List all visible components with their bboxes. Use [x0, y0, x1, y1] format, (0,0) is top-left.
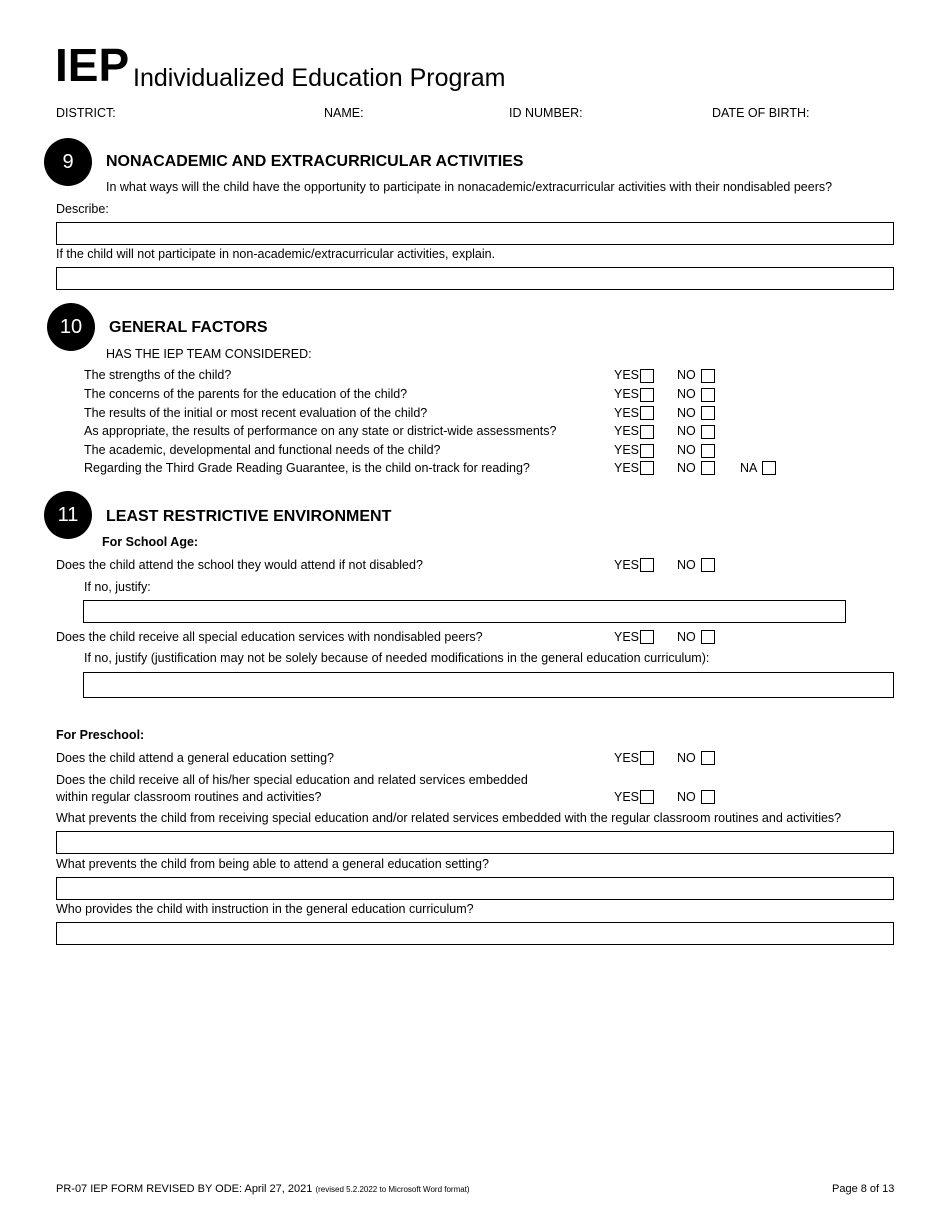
needs-yes-checkbox[interactable] [640, 444, 654, 458]
no-label: NO [677, 424, 696, 438]
yes-label: YES [614, 558, 640, 572]
general-setting-no-checkbox[interactable] [701, 751, 715, 765]
factor-parent-concerns: The concerns of the parents for the education of the child? [84, 387, 408, 401]
p3-input[interactable] [56, 831, 894, 854]
preschool-p5: Who provides the child with instruction in the general education curriculum? [56, 902, 474, 916]
evaluation-no-checkbox[interactable] [701, 406, 715, 420]
p5-input[interactable] [56, 922, 894, 945]
yes-label: YES [614, 406, 640, 420]
strengths-yes-checkbox[interactable] [640, 369, 654, 383]
parent-concerns-no-checkbox[interactable] [701, 388, 715, 402]
yes-label: YES [614, 461, 640, 475]
no-label: NO [677, 790, 696, 804]
factor-evaluation: The results of the initial or most recent evaluation of the child? [84, 406, 428, 420]
yes-label: YES [614, 424, 640, 438]
id-number-label: ID NUMBER: [509, 106, 583, 120]
yes-label: YES [614, 368, 640, 382]
no-label: NO [677, 406, 696, 420]
page-number: Page 8 of 13 [832, 1183, 895, 1195]
reading-no-checkbox[interactable] [701, 461, 715, 475]
nondisabled-peers-no-checkbox[interactable] [701, 630, 715, 644]
needs-no-checkbox[interactable] [701, 444, 715, 458]
na-label: NA [740, 461, 758, 475]
q2-justify-input[interactable] [83, 672, 894, 698]
section-10-badge: 10 [47, 303, 95, 351]
section-9-badge: 9 [44, 138, 92, 186]
no-label: NO [677, 443, 696, 457]
q1-justify-label: If no, justify: [84, 580, 151, 594]
describe-label: Describe: [56, 202, 109, 216]
reading-yes-checkbox[interactable] [640, 461, 654, 475]
strengths-no-checkbox[interactable] [701, 369, 715, 383]
no-label: NO [677, 461, 696, 475]
embedded-services-yes-checkbox[interactable] [640, 790, 654, 804]
assessments-yes-checkbox[interactable] [640, 425, 654, 439]
general-setting-yes-checkbox[interactable] [640, 751, 654, 765]
describe-input[interactable] [56, 222, 894, 245]
q2-justify-label: If no, justify (justification may not be solely because of needed modifications in the general education curriculum): [84, 651, 710, 665]
attend-school-yes-checkbox[interactable] [640, 558, 654, 572]
no-label: NO [677, 387, 696, 401]
no-label: NO [677, 751, 696, 765]
factor-strengths: The strengths of the child? [84, 368, 232, 382]
yes-label: YES [614, 630, 640, 644]
section-11-badge: 11 [44, 491, 92, 539]
embedded-services-no-checkbox[interactable] [701, 790, 715, 804]
factor-reading-guarantee: Regarding the Third Grade Reading Guarantee, is the child on-track for reading? [84, 461, 530, 475]
section-9-title: NONACADEMIC AND EXTRACURRICULAR ACTIVITIES [106, 153, 524, 170]
factor-needs: The academic, developmental and functional needs of the child? [84, 443, 441, 457]
evaluation-yes-checkbox[interactable] [640, 406, 654, 420]
yes-label: YES [614, 387, 640, 401]
preschool-p2-line1: Does the child receive all of his/her special education and related services embedded [56, 773, 528, 787]
reading-na-checkbox[interactable] [762, 461, 776, 475]
yes-label: YES [614, 790, 640, 804]
preschool-p3: What prevents the child from receiving special education and/or related services embedded with the regular classroom routines and activities? [56, 811, 842, 825]
school-age-q2: Does the child receive all special education services with nondisabled peers? [56, 630, 483, 644]
factor-assessments: As appropriate, the results of performance on any state or district-wide assessments? [84, 424, 557, 438]
section-11-title: LEAST RESTRICTIVE ENVIRONMENT [106, 508, 392, 525]
p4-input[interactable] [56, 877, 894, 900]
nondisabled-peers-yes-checkbox[interactable] [640, 630, 654, 644]
preschool-p2-line2: within regular classroom routines and activities? [56, 790, 322, 804]
preschool-p1: Does the child attend a general education setting? [56, 751, 334, 765]
yes-label: YES [614, 751, 640, 765]
preschool-p4: What prevents the child from being able to attend a general education setting? [56, 857, 489, 871]
explain-input[interactable] [56, 267, 894, 290]
explain-label: If the child will not participate in non-academic/extracurricular activities, explain. [56, 247, 496, 261]
section-9-question: In what ways will the child have the opportunity to participate in nonacademic/extracurricular activities with their nondisabled peers? [106, 180, 833, 194]
school-age-q1: Does the child attend the school they would attend if not disabled? [56, 558, 423, 572]
school-age-heading: For School Age: [102, 535, 199, 549]
yes-label: YES [614, 443, 640, 457]
title-abbreviation: IEP [55, 39, 130, 91]
section-10-title: GENERAL FACTORS [109, 319, 268, 336]
section-10-subtitle: HAS THE IEP TEAM CONSIDERED: [106, 347, 312, 361]
preschool-heading: For Preschool: [56, 728, 145, 742]
name-label: NAME: [324, 106, 364, 120]
no-label: NO [677, 558, 696, 572]
district-label: DISTRICT: [56, 106, 116, 120]
no-label: NO [677, 630, 696, 644]
footer-form-info: PR-07 IEP FORM REVISED BY ODE: April 27, 2021 (revised 5.2.2022 to Microsoft Word format) [56, 1183, 470, 1195]
assessments-no-checkbox[interactable] [701, 425, 715, 439]
q1-justify-input[interactable] [83, 600, 846, 623]
page-title: Individualized Education Program [133, 64, 506, 92]
no-label: NO [677, 368, 696, 382]
dob-label: DATE OF BIRTH: [712, 106, 810, 120]
attend-school-no-checkbox[interactable] [701, 558, 715, 572]
parent-concerns-yes-checkbox[interactable] [640, 388, 654, 402]
